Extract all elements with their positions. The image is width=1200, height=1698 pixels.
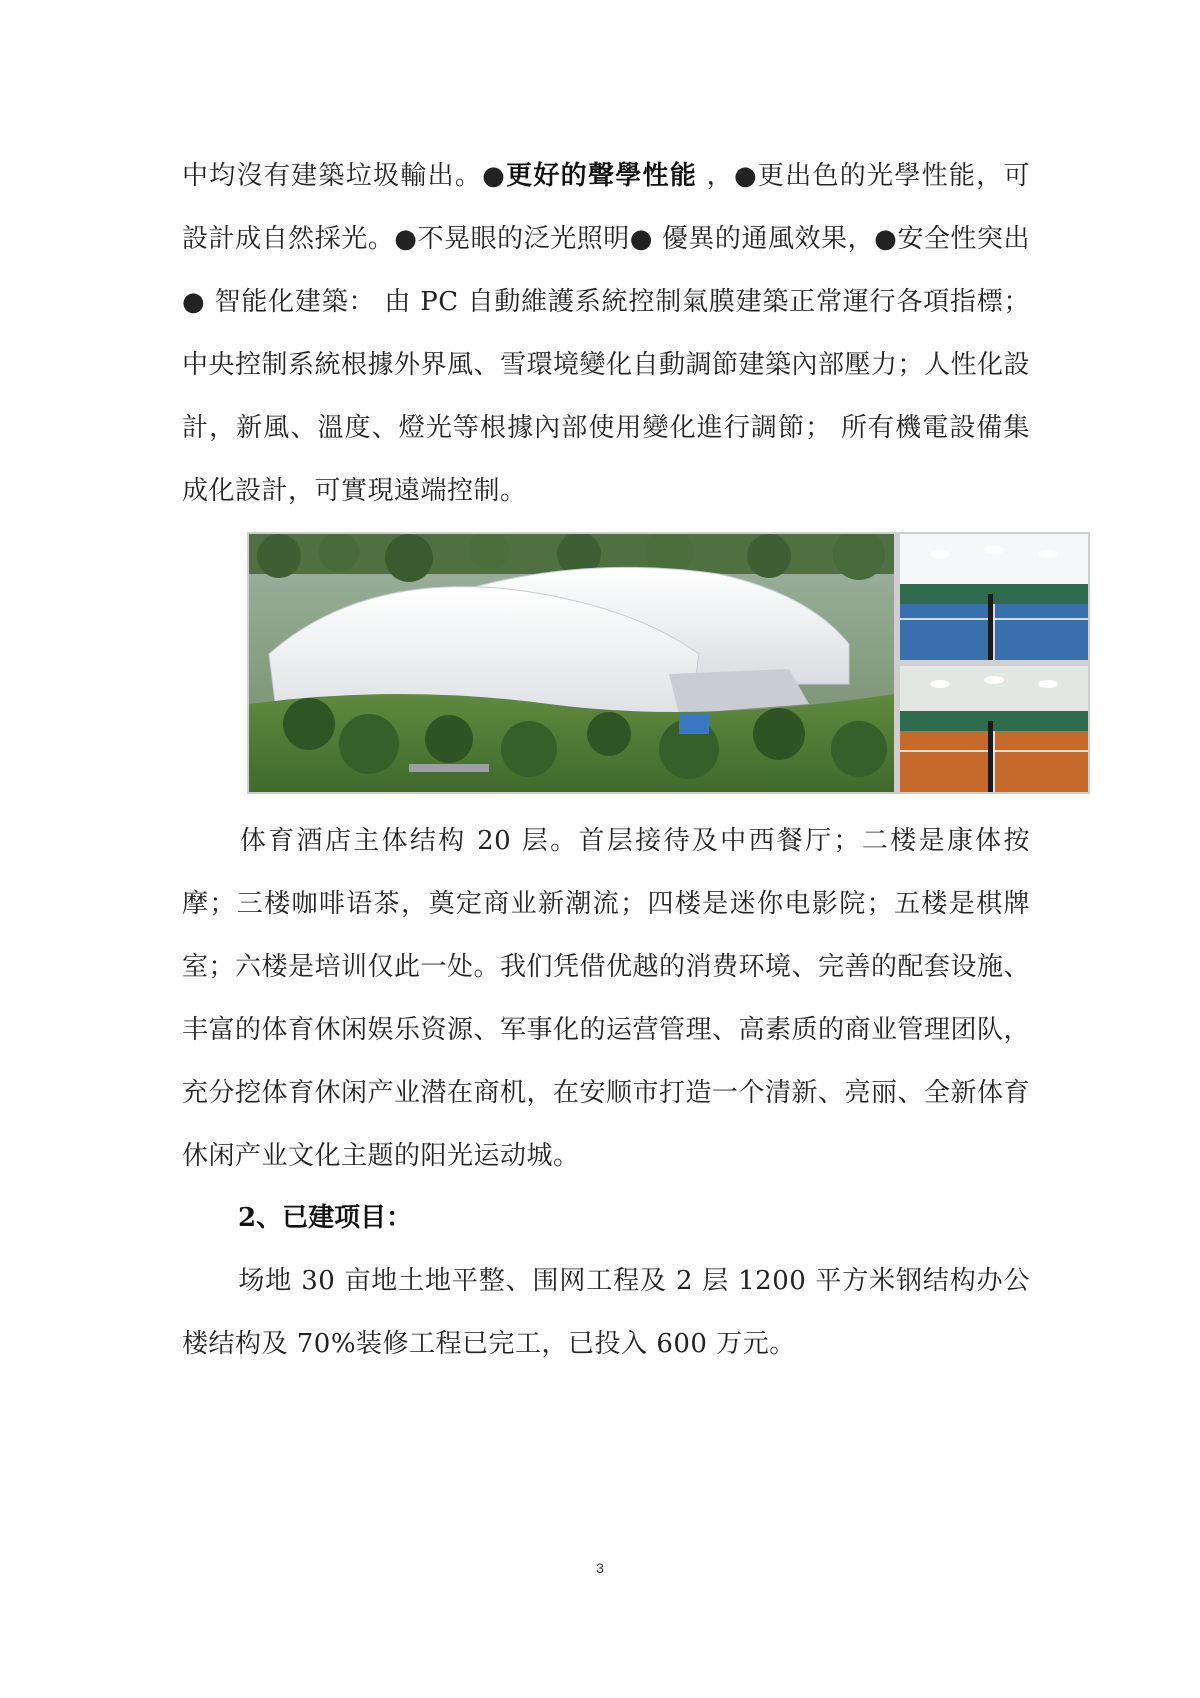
court-illustration-clay xyxy=(900,666,1088,792)
intro-paragraph xyxy=(182,145,1030,523)
photo-collage xyxy=(247,532,1090,794)
built-projects-paragraph xyxy=(182,1250,1030,1376)
air-dome-exterior-photo xyxy=(249,534,894,792)
page-number: 3 xyxy=(596,1560,604,1576)
acoustic-performance-bold: 更好的聲學性能 xyxy=(506,161,698,191)
air-dome-illustration xyxy=(249,534,894,792)
hotel-paragraph xyxy=(182,810,1030,1188)
indoor-tennis-court-blue-photo xyxy=(900,534,1088,660)
built-projects-text: 场地 30 亩地土地平整、围网工程及 2 层 1200 平方米钢结构办公楼结构及 70%装修工程已完工，已投入 600 万元。 xyxy=(182,1266,1030,1359)
section-heading: 2、已建项目： xyxy=(238,1203,413,1233)
intro-rest: 可設計成自然採光。●不晃眼的泛光照明● 優異的通風效果，●安全性突出● 智能化建築： 由 PC 自動維護系統控制氣膜建築正常運行各項指標；中央控制系統根據外界風、雪環境變化自動調節建築內部壓力；人性化設計，新風、溫度、燈光等根據內部使用變化進行調節； 所有機電設備集成化設計，可實現遠端控制。 xyxy=(182,161,1031,506)
intro-line1-a: 中均沒有建築垃圾輸出。● xyxy=(182,161,507,191)
hotel-paragraph-text: 体育酒店主体结构 20 层。首层接待及中西餐厅；二楼是康体按摩；三楼咖啡语茶，奠定商业新潮流；四楼是迷你电影院；五楼是棋牌室；六楼是培训仅此一处。我们凭借优越的消费环境、完善的配套设施、丰富的体育休闲娱乐资源、军事化的运营管理、高素质的商业管理团队，充分挖体育休闲产业潜在商机，在安顺市打造一个清新、亮丽、全新体育休闲产业文化主题的阳光运动城。 xyxy=(182,826,1031,1171)
indoor-court-photos xyxy=(900,534,1088,792)
intro-line1-b: ，●更出色的光學性能， xyxy=(697,161,1004,191)
court-illustration-blue xyxy=(900,534,1088,660)
indoor-tennis-court-clay-photo xyxy=(900,666,1088,792)
